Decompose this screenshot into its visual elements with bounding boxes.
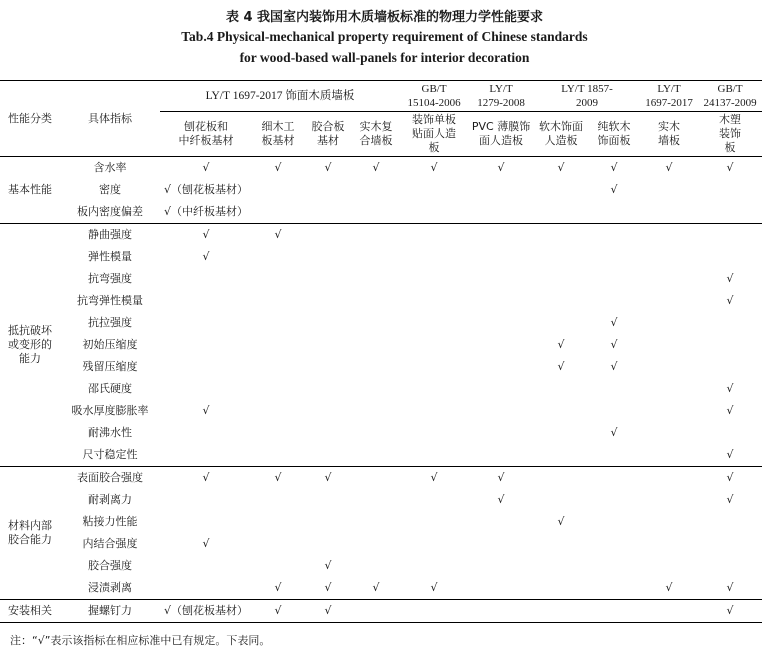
check-cell: √ [304, 600, 352, 623]
table-row [0, 533, 762, 555]
check-cell [588, 400, 640, 422]
check-cell [352, 312, 400, 334]
table-caption-en-line1: Tab.4 Physical-mechanical property requirement of Chinese standards [181, 29, 588, 44]
check-cell [304, 246, 352, 268]
category-cell: 材料内部 胶合能力 [0, 467, 60, 600]
check-cell [534, 533, 588, 555]
check-cell [640, 201, 698, 224]
check-cell [160, 444, 252, 467]
check-cell [160, 555, 252, 577]
check-cell [698, 201, 762, 224]
check-cell [160, 312, 252, 334]
check-cell: √ [557, 161, 565, 174]
check-cell [640, 489, 698, 511]
check-cell [588, 511, 640, 533]
check-cell [304, 334, 352, 356]
check-cell [640, 555, 698, 577]
check-cell: √ [610, 426, 618, 439]
indicator-cell: 耐剥离力 [88, 493, 132, 506]
check-cell [352, 201, 400, 224]
table-row [0, 489, 762, 511]
header-std-ly1857-text: LY/T 1857-2009 [561, 83, 613, 109]
check-cell [588, 489, 640, 511]
check-cell [352, 600, 400, 623]
check-cell [640, 467, 698, 490]
check-cell [160, 334, 252, 356]
check-cell [468, 334, 534, 356]
header-std-ly1697-solid-text: LY/T 1697-2017 [645, 83, 693, 109]
check-cell [352, 444, 400, 467]
header-category: 性能分类 [0, 81, 60, 157]
check-cell [698, 422, 762, 444]
check-cell [352, 422, 400, 444]
check-cell [400, 290, 468, 312]
check-cell [640, 246, 698, 268]
indicator-cell: 初始压缩度 [82, 338, 138, 351]
check-cell [160, 422, 252, 444]
check-cell: √ [665, 581, 673, 594]
check-cell [160, 378, 252, 400]
header-std-ly1279 [468, 81, 534, 112]
check-cell [640, 400, 698, 422]
table-row [0, 157, 762, 180]
check-cell [468, 511, 534, 533]
check-cell [252, 444, 304, 467]
table-row [0, 400, 762, 422]
check-cell: √ [610, 183, 618, 196]
check-cell [160, 356, 252, 378]
check-cell [160, 268, 252, 290]
check-cell: √ [726, 493, 734, 506]
check-cell [252, 489, 304, 511]
check-cell: √ [557, 338, 565, 351]
check-cell: √ [698, 467, 762, 490]
check-cell [468, 577, 534, 600]
check-cell [534, 290, 588, 312]
check-cell [588, 290, 640, 312]
subheader [352, 112, 400, 157]
check-cell [468, 600, 534, 623]
check-cell [252, 179, 304, 201]
check-cell [468, 555, 534, 577]
header-indicator: 具体指标 [60, 81, 160, 157]
property-table [0, 80, 762, 623]
header-std-ly1857 [534, 81, 640, 112]
indicator-cell: 粘接力性能 [82, 515, 138, 528]
indicator-cell: 吸水厚度膨胀率 [71, 404, 149, 417]
check-cell [588, 555, 640, 577]
check-cell [588, 378, 640, 400]
header-std-gb24137 [698, 81, 762, 112]
table-row [0, 290, 762, 312]
check-cell [588, 268, 640, 290]
table-caption-cn: 表 4 我国室内装饰用木质墙板标准的物理力学性能要求 [225, 10, 544, 25]
check-cell [588, 246, 640, 268]
check-cell [252, 400, 304, 422]
check-cell [640, 179, 698, 201]
indicator-cell: 邵氏硬度 [88, 382, 132, 395]
check-cell [252, 356, 304, 378]
check-cell [304, 533, 352, 555]
subheader [160, 112, 252, 157]
category-cell: 抵抗破坏 或变形的 能力 [0, 224, 60, 467]
check-cell: √ [557, 515, 565, 528]
check-cell [352, 290, 400, 312]
check-cell [352, 268, 400, 290]
check-cell [352, 467, 400, 490]
category-cell: 基本性能 [8, 183, 52, 196]
check-cell [588, 533, 640, 555]
check-cell [588, 201, 640, 224]
check-cell [534, 378, 588, 400]
check-cell: √ [372, 161, 380, 174]
check-cell [534, 577, 588, 600]
check-cell [698, 555, 762, 577]
check-cell [698, 179, 762, 201]
check-cell [304, 224, 352, 247]
check-cell [304, 268, 352, 290]
check-cell: √ [324, 581, 332, 594]
check-cell: √ [726, 294, 734, 307]
check-cell [304, 356, 352, 378]
subheader-text: 装饰单板 贴面人造板 [412, 113, 457, 154]
check-cell: √ [497, 161, 505, 174]
check-cell [534, 555, 588, 577]
check-cell: √ [202, 161, 210, 174]
indicator-cell: 浸渍剥离 [88, 581, 132, 594]
check-cell [588, 467, 640, 490]
check-cell [352, 179, 400, 201]
subheader-text: 细木工 板基材 [261, 120, 295, 147]
indicator-cell: 残留压缩度 [82, 360, 138, 373]
check-cell: √ [726, 382, 734, 395]
check-cell [640, 378, 698, 400]
check-cell [400, 422, 468, 444]
check-cell: √ [400, 467, 468, 490]
check-cell: √ [202, 250, 210, 263]
check-cell: √ [726, 272, 734, 285]
check-cell [400, 444, 468, 467]
check-cell: √ [726, 161, 734, 174]
indicator-cell: 密度 [99, 183, 121, 196]
check-cell: √ [160, 224, 252, 247]
check-cell: √ [468, 467, 534, 490]
check-cell [252, 422, 304, 444]
check-cell [400, 378, 468, 400]
check-cell [252, 246, 304, 268]
check-cell [400, 224, 468, 247]
subheader [400, 112, 468, 157]
check-cell: √ [252, 467, 304, 490]
check-cell: √ [430, 581, 438, 594]
indicator-cell: 抗拉强度 [88, 316, 132, 329]
check-cell [468, 378, 534, 400]
check-cell [352, 533, 400, 555]
table-body [0, 157, 762, 623]
check-cell [698, 334, 762, 356]
indicator-cell: 板内密度偏差 [77, 205, 143, 218]
check-cell [640, 356, 698, 378]
check-cell [352, 378, 400, 400]
check-cell [698, 533, 762, 555]
check-cell [534, 201, 588, 224]
indicator-cell: 抗弯弹性模量 [77, 294, 143, 307]
check-cell [640, 533, 698, 555]
table-row [0, 312, 762, 334]
subheader-text: 木塑 装饰板 [719, 113, 742, 154]
table-row [0, 378, 762, 400]
check-cell [400, 356, 468, 378]
check-cell: √ [726, 581, 734, 594]
table-row [0, 179, 762, 201]
check-cell [400, 600, 468, 623]
check-cell [588, 577, 640, 600]
check-cell [640, 422, 698, 444]
check-cell [352, 555, 400, 577]
table-footnote: 注：“√”表示该指标在相应标准中已有规定。下表同。 [10, 634, 271, 647]
indicator-cell: 胶合强度 [88, 559, 132, 572]
check-cell: √ [274, 581, 282, 594]
check-cell [468, 400, 534, 422]
check-cell: √ [324, 161, 332, 174]
check-cell: √ [160, 467, 252, 490]
header-std-gb15104-text: GB/T 15104-2006 [407, 83, 461, 109]
check-cell [534, 489, 588, 511]
check-cell: √ [252, 600, 304, 623]
check-cell: √ [665, 161, 673, 174]
check-cell [400, 533, 468, 555]
check-cell [588, 600, 640, 623]
indicator-cell: 耐沸水性 [88, 426, 132, 439]
span-note-cell: √（刨花板基材） [164, 183, 249, 196]
check-cell [352, 224, 400, 247]
check-cell [160, 511, 252, 533]
check-cell [400, 201, 468, 224]
table-row [0, 577, 762, 600]
table-row [0, 246, 762, 268]
check-cell [534, 400, 588, 422]
check-cell [468, 356, 534, 378]
subheader-text: 纯软木 饰面板 [597, 120, 631, 147]
table-row [0, 356, 762, 378]
category-cell: 安装相关 [0, 600, 60, 623]
check-cell [400, 489, 468, 511]
check-cell [698, 224, 762, 247]
check-cell [352, 511, 400, 533]
check-cell [252, 533, 304, 555]
check-cell [400, 312, 468, 334]
subheader [534, 112, 588, 157]
check-cell [468, 224, 534, 247]
check-cell [534, 422, 588, 444]
indicator-cell: 抗弯强度 [88, 272, 132, 285]
check-cell [640, 600, 698, 623]
check-cell [698, 246, 762, 268]
check-cell: √ [610, 316, 618, 329]
table-row [0, 467, 762, 490]
check-cell: √ [430, 161, 438, 174]
check-cell [400, 400, 468, 422]
check-cell: √ [202, 404, 210, 417]
check-cell [534, 312, 588, 334]
table-row [0, 201, 762, 224]
check-cell [252, 290, 304, 312]
check-cell [304, 489, 352, 511]
check-cell [252, 201, 304, 224]
check-cell [400, 246, 468, 268]
check-cell [304, 312, 352, 334]
check-cell [352, 356, 400, 378]
indicator-cell: 尺寸稳定性 [82, 448, 138, 461]
check-cell [468, 422, 534, 444]
check-cell [304, 511, 352, 533]
subheader-text: 软木饰面 人造板 [539, 120, 584, 147]
check-cell: √ [610, 338, 618, 351]
span-note-cell: √（中纤板基材） [164, 205, 249, 218]
check-cell: √ [324, 559, 332, 572]
check-cell: √ [202, 537, 210, 550]
header-row-1 [0, 81, 762, 112]
table-row [0, 422, 762, 444]
check-cell: √ [726, 448, 734, 461]
check-cell [400, 179, 468, 201]
subheader [698, 112, 762, 157]
check-cell [352, 400, 400, 422]
header-std-gb24137-text: GB/T 24137-2009 [703, 83, 757, 109]
check-cell [304, 290, 352, 312]
check-cell [252, 268, 304, 290]
check-cell [640, 290, 698, 312]
check-cell [640, 334, 698, 356]
check-cell: √ [497, 493, 505, 506]
check-cell [352, 489, 400, 511]
indicator-cell: 静曲强度 [60, 224, 160, 247]
table-row [0, 224, 762, 247]
check-cell [640, 444, 698, 467]
check-cell: √ [557, 360, 565, 373]
indicator-cell: 握螺钉力 [60, 600, 160, 623]
indicator-cell: 内结合强度 [82, 537, 138, 550]
header-std-ly1279-text: LY/T 1279-2008 [477, 83, 525, 109]
check-cell [304, 179, 352, 201]
check-cell: √ [698, 600, 762, 623]
check-cell [160, 290, 252, 312]
check-cell [698, 356, 762, 378]
indicator-cell: 弹性模量 [88, 250, 132, 263]
check-cell [468, 444, 534, 467]
subheader-text: 实木 墙板 [658, 120, 681, 147]
check-cell [534, 179, 588, 201]
check-cell: √ [372, 581, 380, 594]
check-cell [252, 511, 304, 533]
check-cell [352, 334, 400, 356]
check-cell [588, 444, 640, 467]
check-cell: √ [610, 161, 618, 174]
header-std-ly1697-solid [640, 81, 698, 112]
subheader-text: 胶合板 基材 [311, 120, 345, 147]
check-cell [640, 268, 698, 290]
check-cell [534, 444, 588, 467]
check-cell [304, 378, 352, 400]
subheader-text: 实木复 合墙板 [359, 120, 393, 147]
subheader [588, 112, 640, 157]
check-cell [468, 201, 534, 224]
check-cell: √ [726, 404, 734, 417]
check-cell [468, 533, 534, 555]
check-cell [252, 312, 304, 334]
check-cell [468, 179, 534, 201]
check-cell [252, 378, 304, 400]
check-cell [534, 600, 588, 623]
check-cell [640, 511, 698, 533]
check-cell [252, 555, 304, 577]
header-std-ly1697-panels: LY/T 1697-2017 饰面木质墙板 [160, 81, 400, 112]
subheader [304, 112, 352, 157]
table-row [0, 511, 762, 533]
check-cell [468, 246, 534, 268]
check-cell: √ [304, 467, 352, 490]
check-cell [304, 400, 352, 422]
check-cell [304, 201, 352, 224]
check-cell [698, 312, 762, 334]
check-cell [160, 577, 252, 600]
check-cell [400, 511, 468, 533]
table-row [0, 555, 762, 577]
check-cell [252, 334, 304, 356]
check-cell [400, 555, 468, 577]
check-cell: √ [252, 224, 304, 247]
table-row [0, 444, 762, 467]
check-cell [588, 224, 640, 247]
check-cell: √ [274, 161, 282, 174]
check-cell [400, 334, 468, 356]
subheader-text: PVC 薄膜饰 面人造板 [471, 120, 531, 147]
check-cell [468, 290, 534, 312]
check-cell [698, 511, 762, 533]
check-cell [304, 444, 352, 467]
check-cell [534, 246, 588, 268]
indicator-cell: 表面胶合强度 [60, 467, 160, 490]
table-row [0, 334, 762, 356]
check-cell [400, 268, 468, 290]
check-cell [160, 489, 252, 511]
span-note-cell: √（刨花板基材） [160, 600, 252, 623]
check-cell [640, 312, 698, 334]
subheader [252, 112, 304, 157]
header-std-gb15104 [400, 81, 468, 112]
check-cell: √ [610, 360, 618, 373]
check-cell [640, 224, 698, 247]
check-cell [468, 268, 534, 290]
subheader-text: 刨花板和 中纤板基材 [178, 120, 234, 147]
table-row [0, 600, 762, 623]
check-cell [468, 312, 534, 334]
check-cell [352, 246, 400, 268]
check-cell [534, 467, 588, 490]
indicator-cell: 含水率 [93, 161, 127, 174]
table-row [0, 268, 762, 290]
check-cell [534, 268, 588, 290]
check-cell [304, 422, 352, 444]
check-cell [534, 224, 588, 247]
subheader [468, 112, 534, 157]
table-caption-en-line2: for wood-based wall-panels for interior decoration [239, 50, 530, 65]
subheader [640, 112, 698, 157]
